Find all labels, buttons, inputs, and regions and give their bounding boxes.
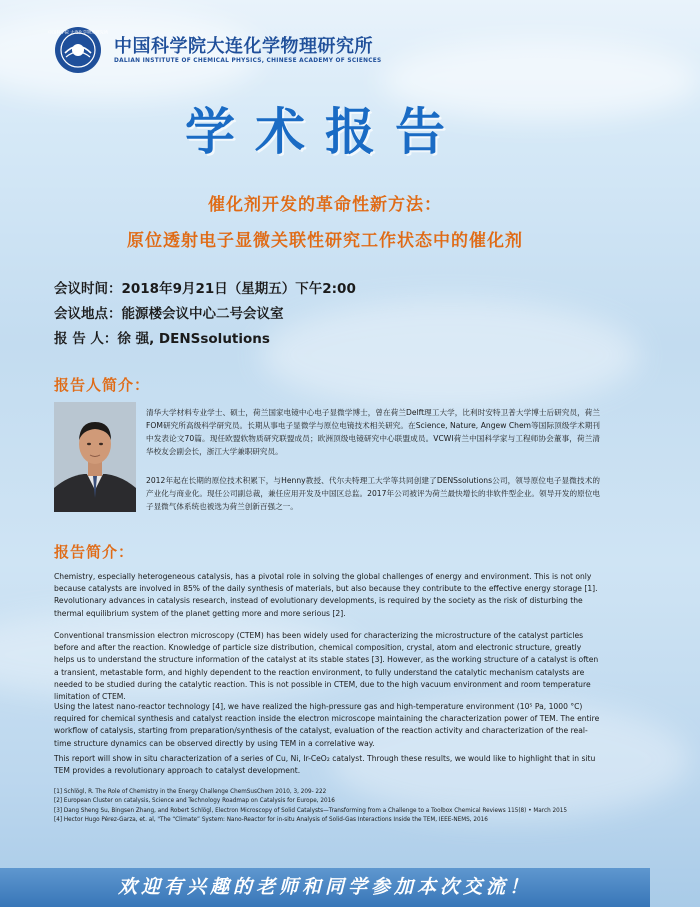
speaker-bio-paragraph: 清华大学材料专业学士、硕士，荷兰国家电镜中心电子显微学博士，曾在荷兰Delft理工大学，比利时安特卫普大学博士后研究员，荷兰FOM研究所高级科学研究员。长期从事电子显微学与原位电镜技术相关研究。在Science, Nature, Angew Chem等国际顶级学术期刊中发表论文70篇。现任欧盟软物质研究联盟成员；欧洲顶级电镜研究中心联盟成员。VCWI荷兰中国科学家与工程师协会董事，荷兰清华校友会副会长，浙江大学兼职研究员。 [146, 408, 600, 456]
footer-banner: 欢迎有兴趣的老师和同学参加本次交流！ [0, 868, 650, 907]
reference-item: [4] Hector Hugo Pérez-Garza, et. al, "The “Climate” System: Nano-Reactor for in-situ Analysis of Solid-Gas Interactions Inside the TEM, IEEE-NEMS, 2016 [54, 816, 488, 823]
speaker-bio-paragraph: 2012年起在长期的原位技术积累下，与Henny教授、代尔夫特理工大学等共同创建了DENSsolutions公司，领导原位电子显微技术的产业化与商业化。现任公司副总裁，兼任应用开发及中国区总监。2017年公司被评为荷兰最快增长的非软件型企业。领导开发的原位电子显微气体系统也被选为荷兰创新百强之一。 [146, 476, 600, 511]
reference-item: [2] European Cluster on catalysis, Science and Technology Roadmap on Catalysis for Europe, 2016 [54, 798, 335, 805]
abstract-paragraph: Using the latest nano-reactor technology [4], we have realized the high-pressure gas and high-temperature environment (10⁵ Pa, 1000 °C) required for chemical synthesis and catalyst reaction inside the electron microscope maintaining the characterization power of TEM. The entire workflow of catalysis, starting from preparation/synthesis of the catalyst, evaluation of the reaction activity and characterization of the real-time structure dynamics can be observed directly by using TEM in a correlative way. [54, 702, 600, 748]
institute-header [48, 26, 614, 72]
speaker-section-heading: 报告人简介： [54, 376, 151, 394]
abstract-section-heading: 报告简介： [54, 543, 135, 561]
institute-name-cn: 中国科学院大连化学物理研究所 [114, 36, 373, 57]
institute-name-en: DALIAN INSTITUTE OF CHEMICAL PHYSICS, CHINESE ACADEMY OF SCIENCES [114, 58, 382, 64]
talk-title-line1: 催化剂开发的革命性新方法： [208, 195, 442, 215]
institute-logo-icon [48, 26, 108, 74]
speaker-photo [54, 402, 136, 512]
abstract-paragraph: Chemistry, especially heterogeneous catalysis, has a pivotal role in solving the global challenges of energy and environment. This is not only because catalysts are involved in 85% of the daily synthesis of materials, but also because they contribute to the effective energy storage [1]. Revolutionary advances in catalysis research, instead of evolutionary developments, is required by the society as the risk of disturbing the thermal equilibrium system of the planet getting more and more serious [2]. [54, 572, 598, 618]
reference-item: [3] Dang Sheng Su, Bingsen Zhang, and Robert Schlögl, Electron Microscopy of Solid Catalysts—Transforming from a Challenge to a Toolbox Chemical Reviews 115(8) • March 2015 [54, 807, 567, 814]
abstract-paragraph: Conventional transmission electron microscopy (CTEM) has been widely used for characterizing the microstructure of the catalyst particles before and after the reaction. Knowledge of particle size distribution, chemical composition, crystal, atom and electronic structure, greatly helps us to understand the structure information of the catalyst at its stable states [3]. However, as the working structure of a catalyst is often a transient, metastable form, and highly dependent to the reaction environment, to fully understand the catalytic mechanism catalysts are needed to be studied during the catalytic reaction. This is not possible in CTEM, due to the high vacuum environment and room temperature limitation of CTEM. [54, 631, 599, 702]
logo-seal-text: 中国科学院 大连化学物理研究所 [48, 29, 108, 35]
abstract-paragraph: This report will show in situ characterization of a series of Cu, Ni, Ir-CeO₂ catalyst. Through these results, we would like to highlight that in situ TEM provides a revolutionary approach to catalyst development. [54, 754, 596, 776]
speaker-portrait-icon [54, 402, 136, 512]
reference-item: [1] Schlögl, R. The Role of Chemistry in the Energy Challenge ChemSusChem 2010, 3, 209- 222 [54, 789, 327, 795]
cloud-decoration [260, 300, 640, 410]
talk-title-line2: 原位透射电子显微关联性研究工作状态中的催化剂 [127, 231, 523, 251]
meeting-speaker: 报 告 人：徐 强, DENSsolutions [54, 331, 270, 347]
meeting-place: 会议地点：能源楼会议中心二号会议室 [54, 306, 284, 322]
references-list [54, 788, 614, 825]
meeting-time: 会议时间：2018年9月21日（星期五）下午2:00 [54, 281, 356, 297]
page-title: 学术报告 [185, 103, 465, 161]
